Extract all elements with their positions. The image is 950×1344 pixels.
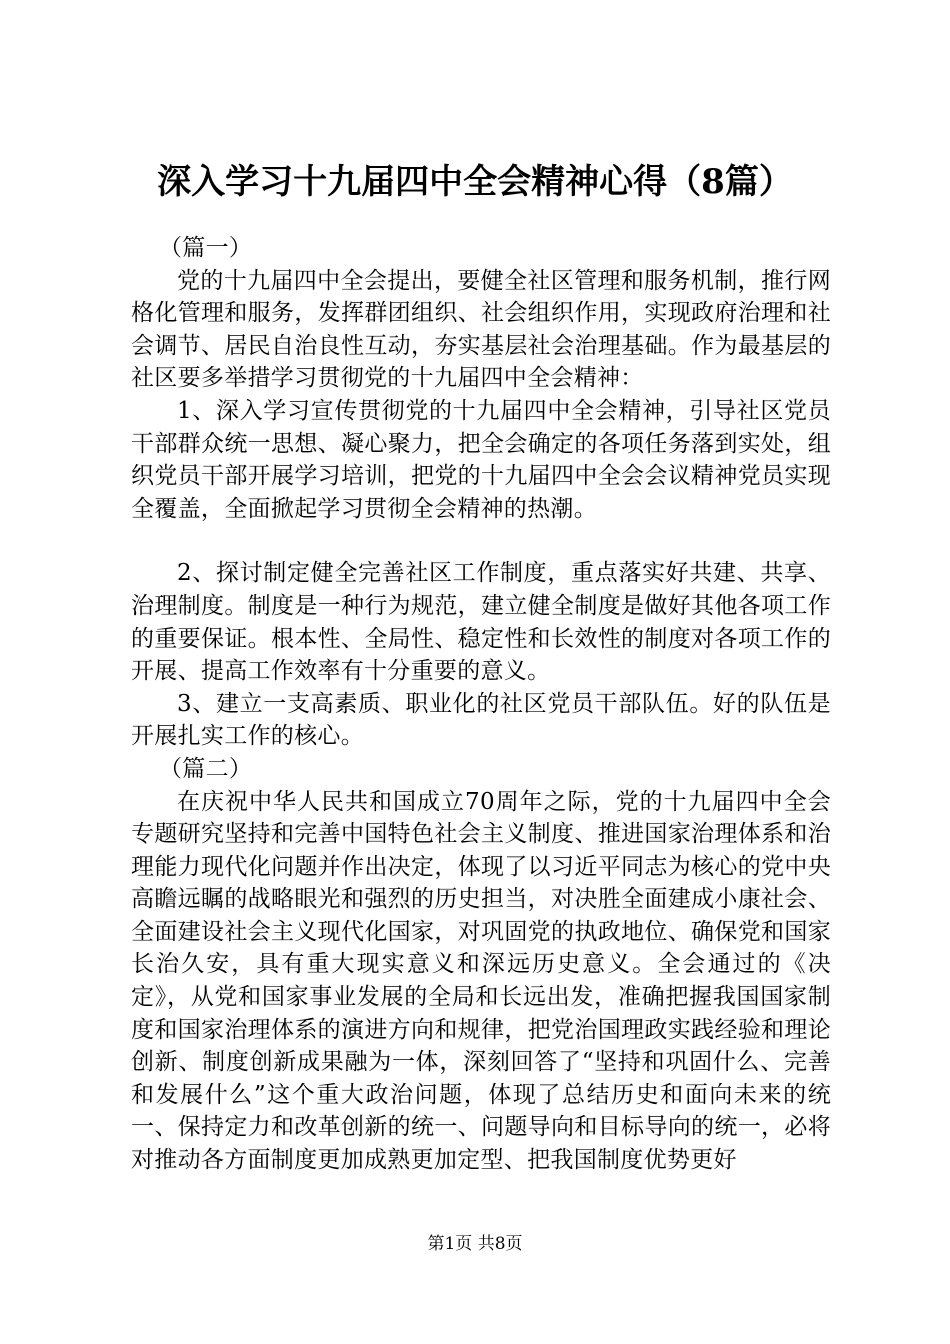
document-body: [131, 232, 831, 1177]
paragraph: 1、深入学习宣传贯彻党的十九届四中全会精神，引导社区党员干部群众统一思想、凝心聚力，把全会确定的各项任务落到实处，组织党员干部开展学习培训，把党的十九届四中全会会议精神党员实现全覆盖，全面掀起学习贯彻全会精神的热潮。: [131, 397, 831, 522]
document-title: 深入学习十九届四中全会精神心得（8篇）: [157, 162, 793, 202]
paragraph: 在庆祝中华人民共和国成立70周年之际，党的十九届四中全会专题研究坚持和完善中国特色社会主义制度、推进国家治理体系和治理能力现代化问题并作出决定，体现了以习近平同志为核心的党中央高瞻远瞩的战略眼光和强烈的历史担当，对决胜全面建成小康社会、全面建设社会主义现代化国家，对巩固党的执政地位、确保党和国家长治久安，具有重大现实意义和深远历史意义。全会通过的《决定》，从党和国家事业发展的全局和长远出发，准确把握我国国家制度和国家治理体系的演进方向和规律，把党治国理政实践经验和理论创新、制度创新成果融为一体，深刻回答了“坚持和巩固什么、完善和发展什么”这个重大政治问题，体现了总结历史和面向未来的统一、保持定力和改革创新的统一、问题导向和目标导向的统一，必将对推动各方面制度更加成熟更加定型、把我国制度优势更好: [131, 788, 831, 1174]
section-heading-2: （篇二）: [159, 755, 253, 782]
paragraph: 2、探讨制定健全完善社区工作制度，重点落实好共建、共享、治理制度。制度是一种行为规范，建立健全制度是做好其他各项工作的重要保证。根本性、全局性、稳定性和长效性的制度对各项工作的开展、提高工作效率有十分重要的意义。: [131, 560, 831, 685]
paragraph-spacer: [131, 525, 831, 557]
paragraph: 党的十九届四中全会提出，要健全社区管理和服务机制，推行网格化管理和服务，发挥群团组织、社会组织作用，实现政府治理和社会调节、居民自治良性互动，夯实基层社会治理基础。作为最基层的社区要多举措学习贯彻党的十九届四中全会精神：: [131, 267, 831, 392]
section-heading-1: （篇一）: [159, 235, 253, 261]
page-footer: 第1页 共8页: [427, 1234, 523, 1254]
paragraph: 3、建立一支高素质、职业化的社区党员干部队伍。好的队伍是开展扎实工作的核心。: [131, 690, 831, 750]
